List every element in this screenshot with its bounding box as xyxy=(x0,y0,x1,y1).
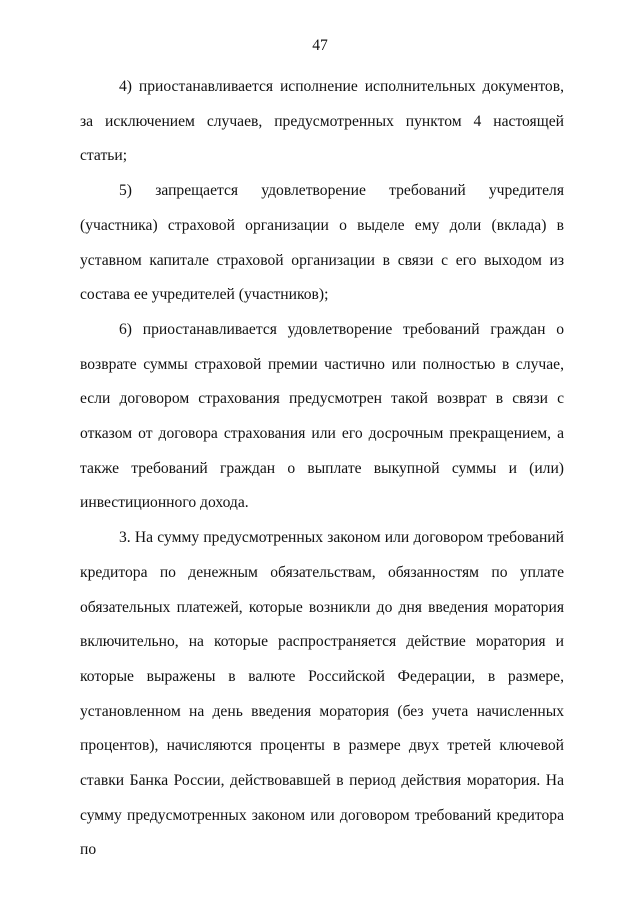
paragraph-item-5: 5) запрещается удовлетворение требований учредителя (участника) страховой организации о выделе ему доли (вклада) в уставном капитале страховой организации в связи с его выходом из состава ее учредителей (участников); xyxy=(80,182,564,304)
page-number: 47 xyxy=(312,37,328,54)
paragraph-clause-3: 3. На сумму предусмотренных законом или договором требований кредитора по денежным обязательствам, обязанностям по уплате обязательных платежей, которые возникли до дня введения моратория включительно, на которые распространяется действие моратория и которые выражены в валюте Российской Федерации, в размере, установленном на день введения моратория (без учета начисленных процентов), начисляются проценты в размере двух третей ключевой ставки Банка России, действовавшей в период действия моратория. На сумму предусмотренных законом или договором требований кредитора по xyxy=(80,529,564,859)
paragraph-item-4: 4) приостанавливается исполнение исполнительных документов, за исключением случаев, предусмотренных пунктом 4 настоящей статьи; xyxy=(80,78,564,165)
paragraph-item-6: 6) приостанавливается удовлетворение требований граждан о возврате суммы страховой премии частично или полностью в случае, если договором страхования предусмотрен такой возврат в связи с отказом от договора страхования или его досрочным прекращением, а также требований граждан о выплате выкупной суммы и (или) инвестиционного дохода. xyxy=(80,320,564,512)
document-body xyxy=(80,70,564,868)
